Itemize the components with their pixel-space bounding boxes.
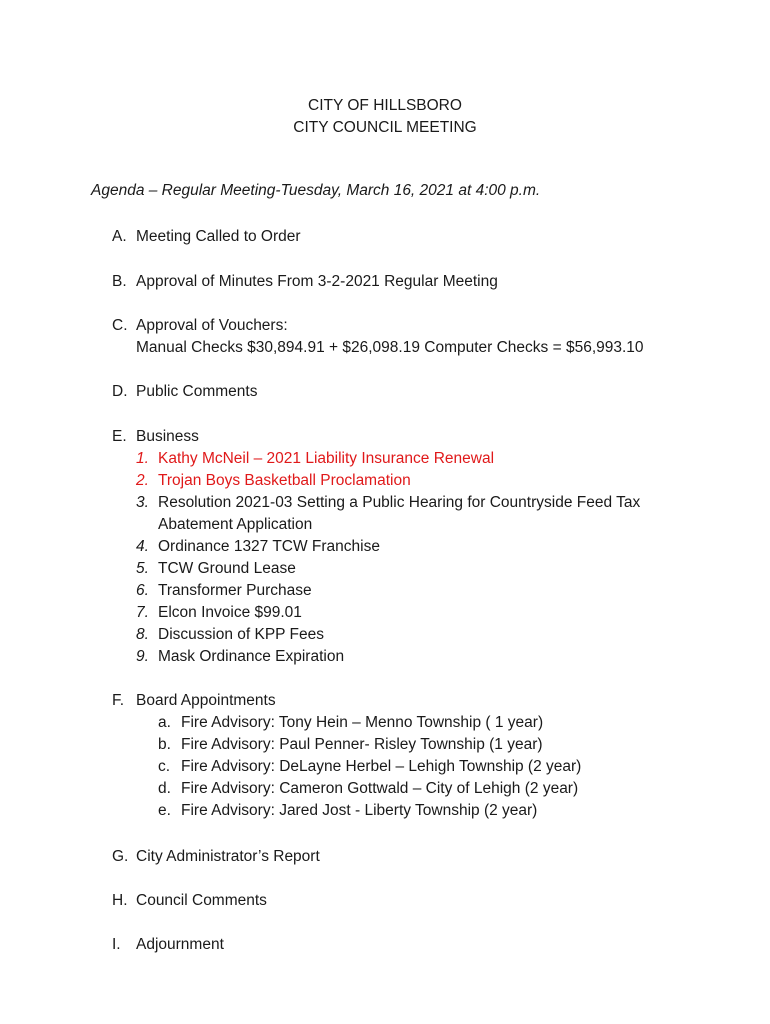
section-letter: I.	[112, 936, 121, 953]
voucher-detail: Manual Checks $30,894.91 + $26,098.19 Computer Checks = $56,993.10	[136, 339, 644, 356]
item-text: Elcon Invoice $99.01	[158, 604, 302, 621]
section-text: Business	[136, 428, 199, 445]
item-text: Trojan Boys Basketball Proclamation	[158, 472, 411, 489]
list-item	[112, 734, 581, 756]
item-text: Ordinance 1327 TCW Franchise	[158, 538, 380, 555]
item-letter: b.	[158, 736, 171, 753]
list-item	[112, 756, 581, 778]
item-number: 9.	[136, 648, 149, 665]
list-item	[112, 778, 581, 800]
list-item	[112, 712, 581, 734]
section-letter: H.	[112, 892, 128, 909]
item-letter: a.	[158, 714, 171, 731]
list-item	[112, 448, 640, 470]
item-number: 4.	[136, 538, 149, 555]
section-letter: G.	[112, 848, 129, 865]
appointments-list	[112, 712, 581, 822]
list-item	[112, 492, 640, 536]
item-text: Transformer Purchase	[158, 582, 312, 599]
item-number: 3.	[136, 494, 149, 511]
section-e	[112, 426, 640, 668]
section-c	[112, 315, 644, 359]
list-item	[112, 646, 640, 668]
section-b	[112, 271, 498, 293]
item-number: 2.	[136, 472, 149, 489]
section-letter: E.	[112, 428, 127, 445]
section-text: Meeting Called to Order	[136, 228, 301, 245]
section-letter: A.	[112, 228, 127, 245]
section-text: Approval of Vouchers:	[136, 317, 288, 334]
item-letter: c.	[158, 758, 171, 775]
item-number: 7.	[136, 604, 149, 621]
business-list	[112, 448, 640, 668]
item-text: Fire Advisory: Cameron Gottwald – City of Lehigh (2 year)	[181, 780, 579, 797]
section-g	[112, 846, 320, 868]
item-number: 5.	[136, 560, 149, 577]
item-number: 8.	[136, 626, 149, 643]
section-letter: F.	[112, 692, 125, 709]
city-name: CITY OF HILLSBORO	[308, 97, 462, 114]
section-f	[112, 690, 581, 822]
item-letter: e.	[158, 802, 171, 819]
item-text-continued: Abatement Application	[158, 516, 313, 533]
list-item	[112, 800, 581, 822]
section-text: Adjournment	[136, 936, 224, 953]
section-text: City Administrator’s Report	[136, 848, 320, 865]
section-letter: C.	[112, 317, 128, 334]
item-text: Kathy McNeil – 2021 Liability Insurance Renewal	[158, 450, 495, 467]
item-number: 6.	[136, 582, 149, 599]
section-letter: D.	[112, 383, 128, 400]
item-number: 1.	[136, 450, 149, 467]
agenda-title: Agenda – Regular Meeting-Tuesday, March 16, 2021 at 4:00 p.m.	[91, 182, 541, 199]
list-item	[112, 602, 640, 624]
section-h	[112, 890, 267, 912]
list-item	[112, 558, 640, 580]
section-text: Council Comments	[136, 892, 267, 909]
section-letter: B.	[112, 273, 127, 290]
section-i	[112, 934, 224, 956]
item-text: Fire Advisory: DeLayne Herbel – Lehigh Township (2 year)	[181, 758, 582, 775]
section-d	[112, 381, 257, 403]
item-text: Fire Advisory: Tony Hein – Menno Township ( 1 year)	[181, 714, 544, 731]
item-text: TCW Ground Lease	[158, 560, 296, 577]
item-text: Discussion of KPP Fees	[158, 626, 324, 643]
section-a	[112, 226, 301, 248]
list-item	[112, 580, 640, 602]
section-text: Board Appointments	[136, 692, 276, 709]
item-text: Mask Ordinance Expiration	[158, 648, 345, 665]
item-letter: d.	[158, 780, 171, 797]
item-text: Fire Advisory: Paul Penner- Risley Township (1 year)	[181, 736, 543, 753]
list-item	[112, 536, 640, 558]
document-header	[0, 95, 770, 139]
item-text: Resolution 2021-03 Setting a Public Hearing for Countryside Feed Tax	[158, 494, 641, 511]
list-item	[112, 470, 640, 492]
list-item	[112, 624, 640, 646]
meeting-name: CITY COUNCIL MEETING	[293, 119, 477, 136]
item-text: Fire Advisory: Jared Jost - Liberty Township (2 year)	[181, 802, 538, 819]
section-text: Approval of Minutes From 3-2-2021 Regular Meeting	[136, 273, 498, 290]
section-text: Public Comments	[136, 383, 258, 400]
